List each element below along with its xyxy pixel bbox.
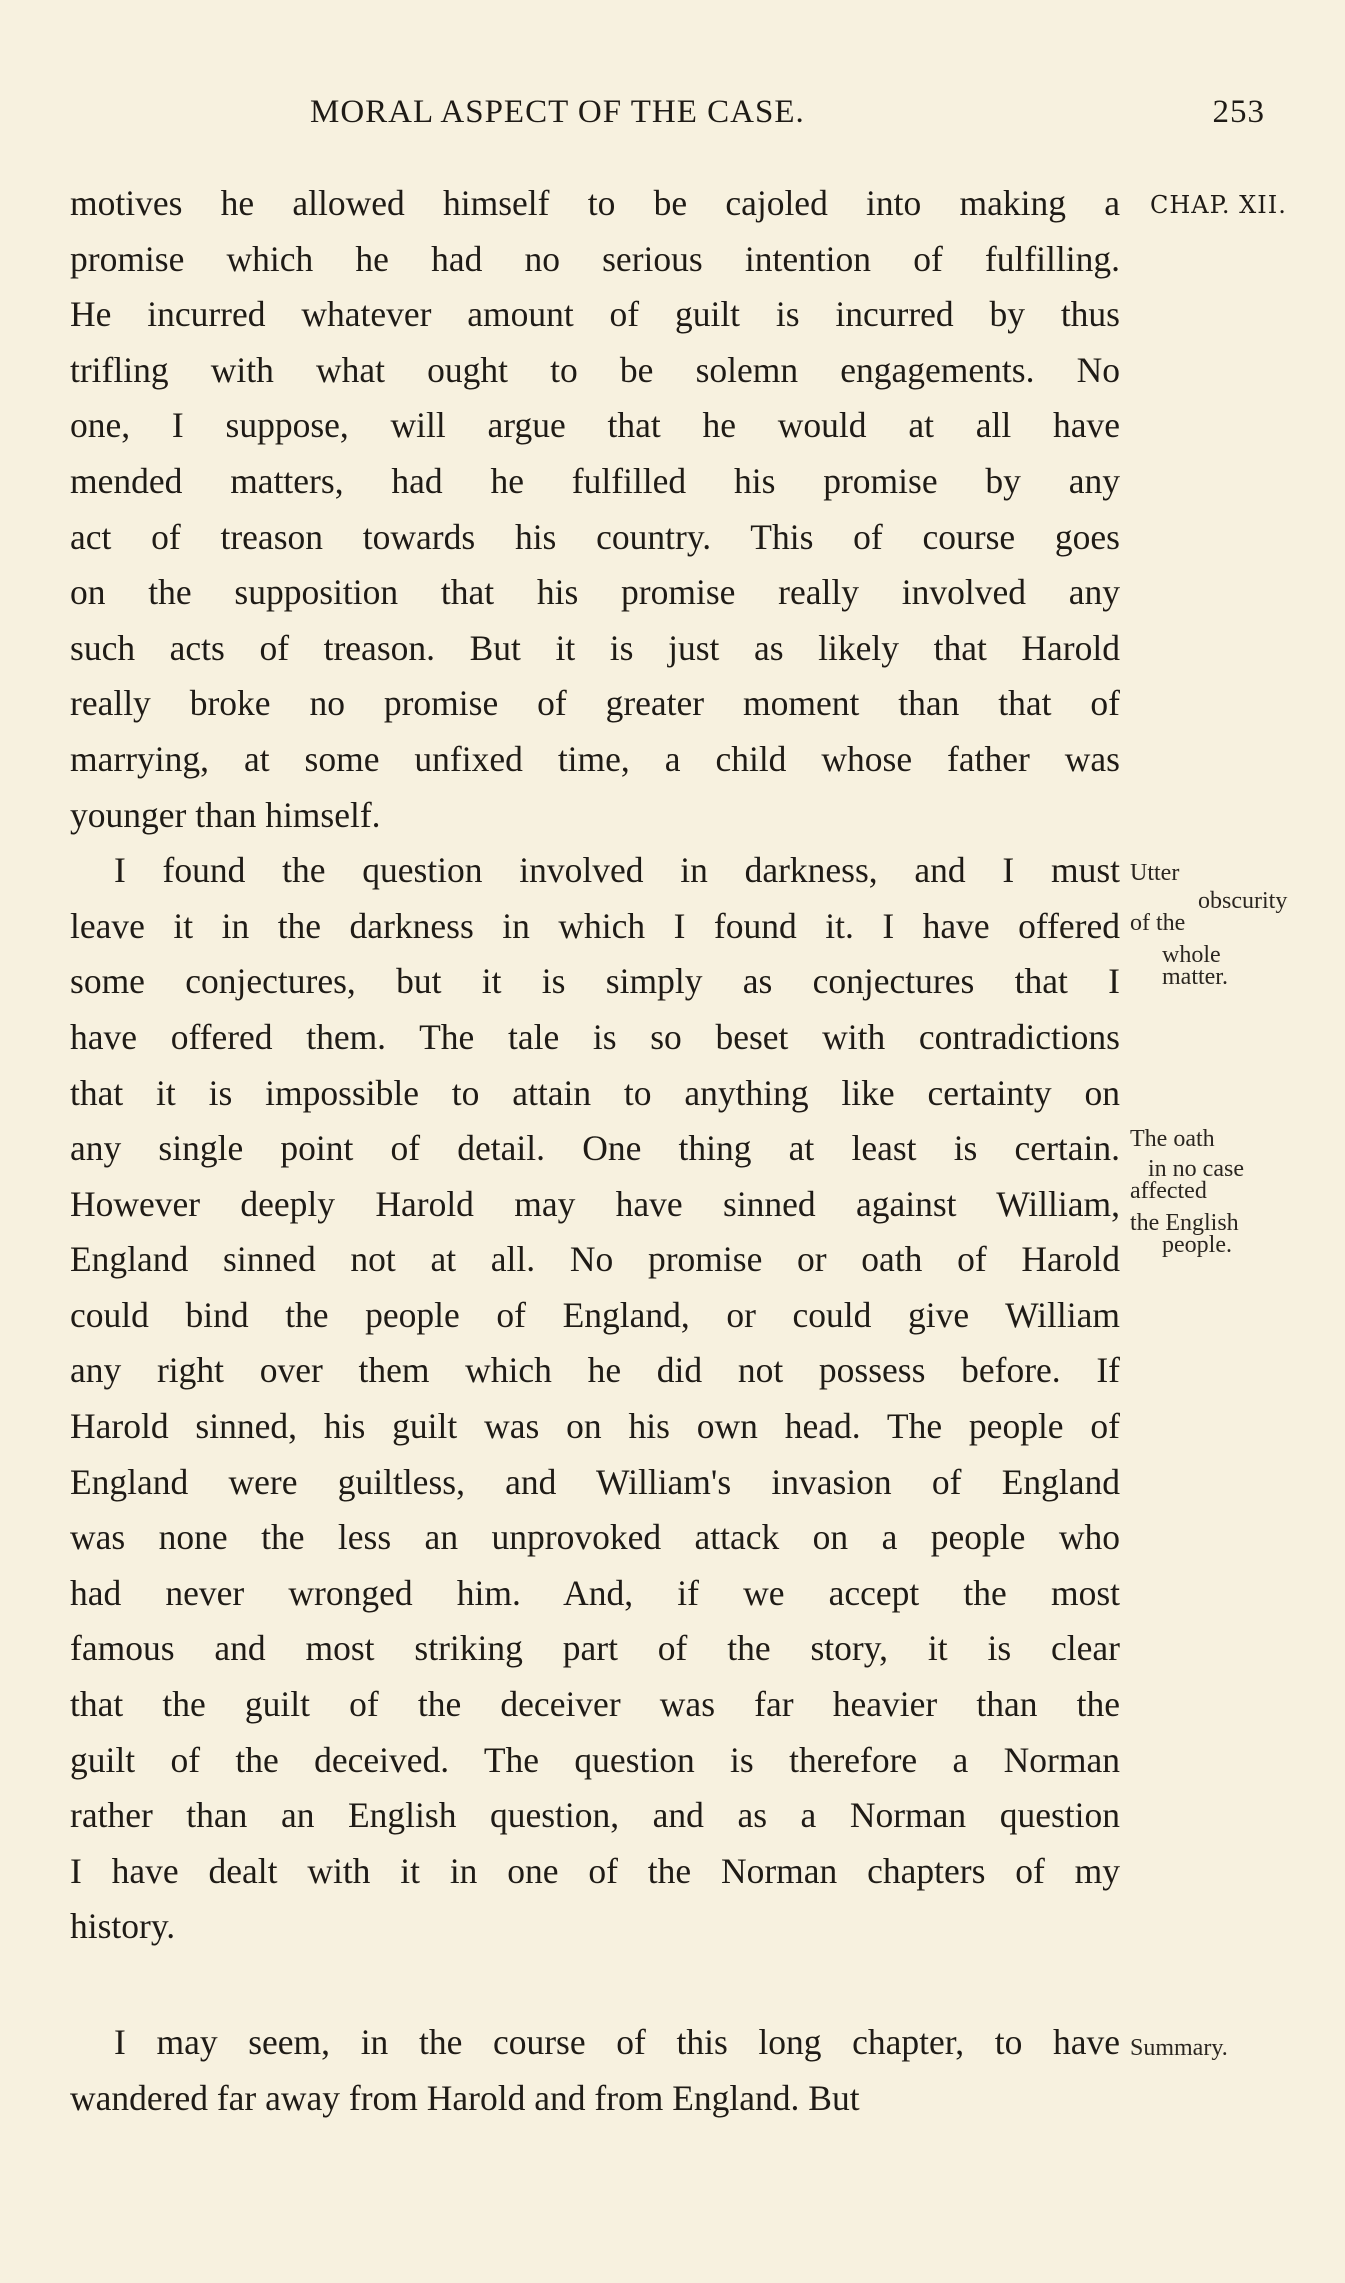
text-line: that it is impossible to attain to anything like certainty on <box>70 1072 1120 1113</box>
text-line: on the supposition that his promise really involved any <box>70 572 1120 613</box>
margin-note-line: people. <box>1162 1232 1232 1258</box>
text-line: any right over them which he did not possess before. If <box>70 1350 1120 1391</box>
text-line: Harold sinned, his guilt was on his own head. The people of <box>70 1406 1120 1447</box>
margin-note-line: affected <box>1130 1178 1207 1204</box>
text-line: act of treason towards his country. This of course goes <box>70 516 1120 557</box>
margin-note-line: Summary. <box>1130 2035 1228 2061</box>
text-line: I found the question involved in darkness, and I must <box>114 850 1120 891</box>
margin-note-line: the English <box>1130 1210 1239 1236</box>
text-line: such acts of treason. But it is just as likely that Harold <box>70 627 1120 668</box>
page-number: 253 <box>1212 94 1265 130</box>
running-title: MORAL ASPECT OF THE CASE. <box>310 94 805 130</box>
margin-note-obscurity <box>1130 862 1300 988</box>
margin-note-oath <box>1130 1128 1320 1256</box>
text-line: history. <box>70 1906 176 1947</box>
text-line: I have dealt with it in one of the Norman chapters of my <box>70 1850 1120 1891</box>
margin-note-line: whole <box>1162 942 1221 968</box>
text-line: England were guiltless, and William's invasion of England <box>70 1461 1120 1502</box>
body-text <box>70 176 1120 2126</box>
margin-note-line: in no case <box>1148 1156 1244 1182</box>
margin-note-line: matter. <box>1162 964 1228 990</box>
text-line: marrying, at some unfixed time, a child whose father was <box>70 738 1120 779</box>
text-line: famous and most striking part of the story, it is clear <box>70 1628 1120 1669</box>
text-line: could bind the people of England, or could give William <box>70 1294 1120 1335</box>
text-line: younger than himself. <box>70 794 381 835</box>
margin-note-line: The oath <box>1130 1126 1215 1152</box>
text-line: However deeply Harold may have sinned against William, <box>70 1183 1120 1224</box>
text-line: He incurred whatever amount of guilt is incurred by thus <box>70 294 1120 335</box>
margin-note-line: obscurity <box>1198 888 1288 914</box>
running-header <box>70 94 1265 134</box>
chapter-marker: CHAP. XII. <box>1150 191 1287 219</box>
margin-note-summary <box>1130 2037 1320 2059</box>
text-line: trifling with what ought to be solemn engagements. No <box>70 349 1120 390</box>
text-line: that the guilt of the deceiver was far heavier than the <box>70 1684 1120 1725</box>
text-line: I may seem, in the course of this long chapter, to have <box>114 2022 1120 2062</box>
text-line: had never wronged him. And, if we accept the most <box>70 1572 1120 1613</box>
paragraph-gap <box>70 1955 1120 2015</box>
text-line: really broke no promise of greater moment than that of <box>70 683 1120 724</box>
text-line: promise which he had no serious intention of fulfilling. <box>70 238 1120 279</box>
text-line: mended matters, had he fulfilled his promise by any <box>70 460 1120 501</box>
text-line: have offered them. The tale is so beset with contradictions <box>70 1016 1120 1057</box>
text-line: was none the less an unprovoked attack on a people who <box>70 1517 1120 1558</box>
text-line: rather than an English question, and as a Norman question <box>70 1795 1120 1836</box>
text-line: leave it in the darkness in which I found it. I have offered <box>70 905 1120 946</box>
text-line: guilt of the deceived. The question is therefore a Norman <box>70 1739 1120 1780</box>
text-line: one, I suppose, will argue that he would at all have <box>70 405 1120 446</box>
text-line: England sinned not at all. No promise or oath of Harold <box>70 1239 1120 1280</box>
margin-note-line: of the <box>1130 910 1186 936</box>
margin-note-line: Utter <box>1130 860 1180 886</box>
text-line: motives he allowed himself to be cajoled into making a <box>70 183 1120 223</box>
text-line: any single point of detail. One thing at least is certain. <box>70 1128 1120 1169</box>
text-line: wandered far away from Harold and from England. But <box>70 2077 860 2118</box>
text-line: some conjectures, but it is simply as conjectures that I <box>70 961 1120 1002</box>
